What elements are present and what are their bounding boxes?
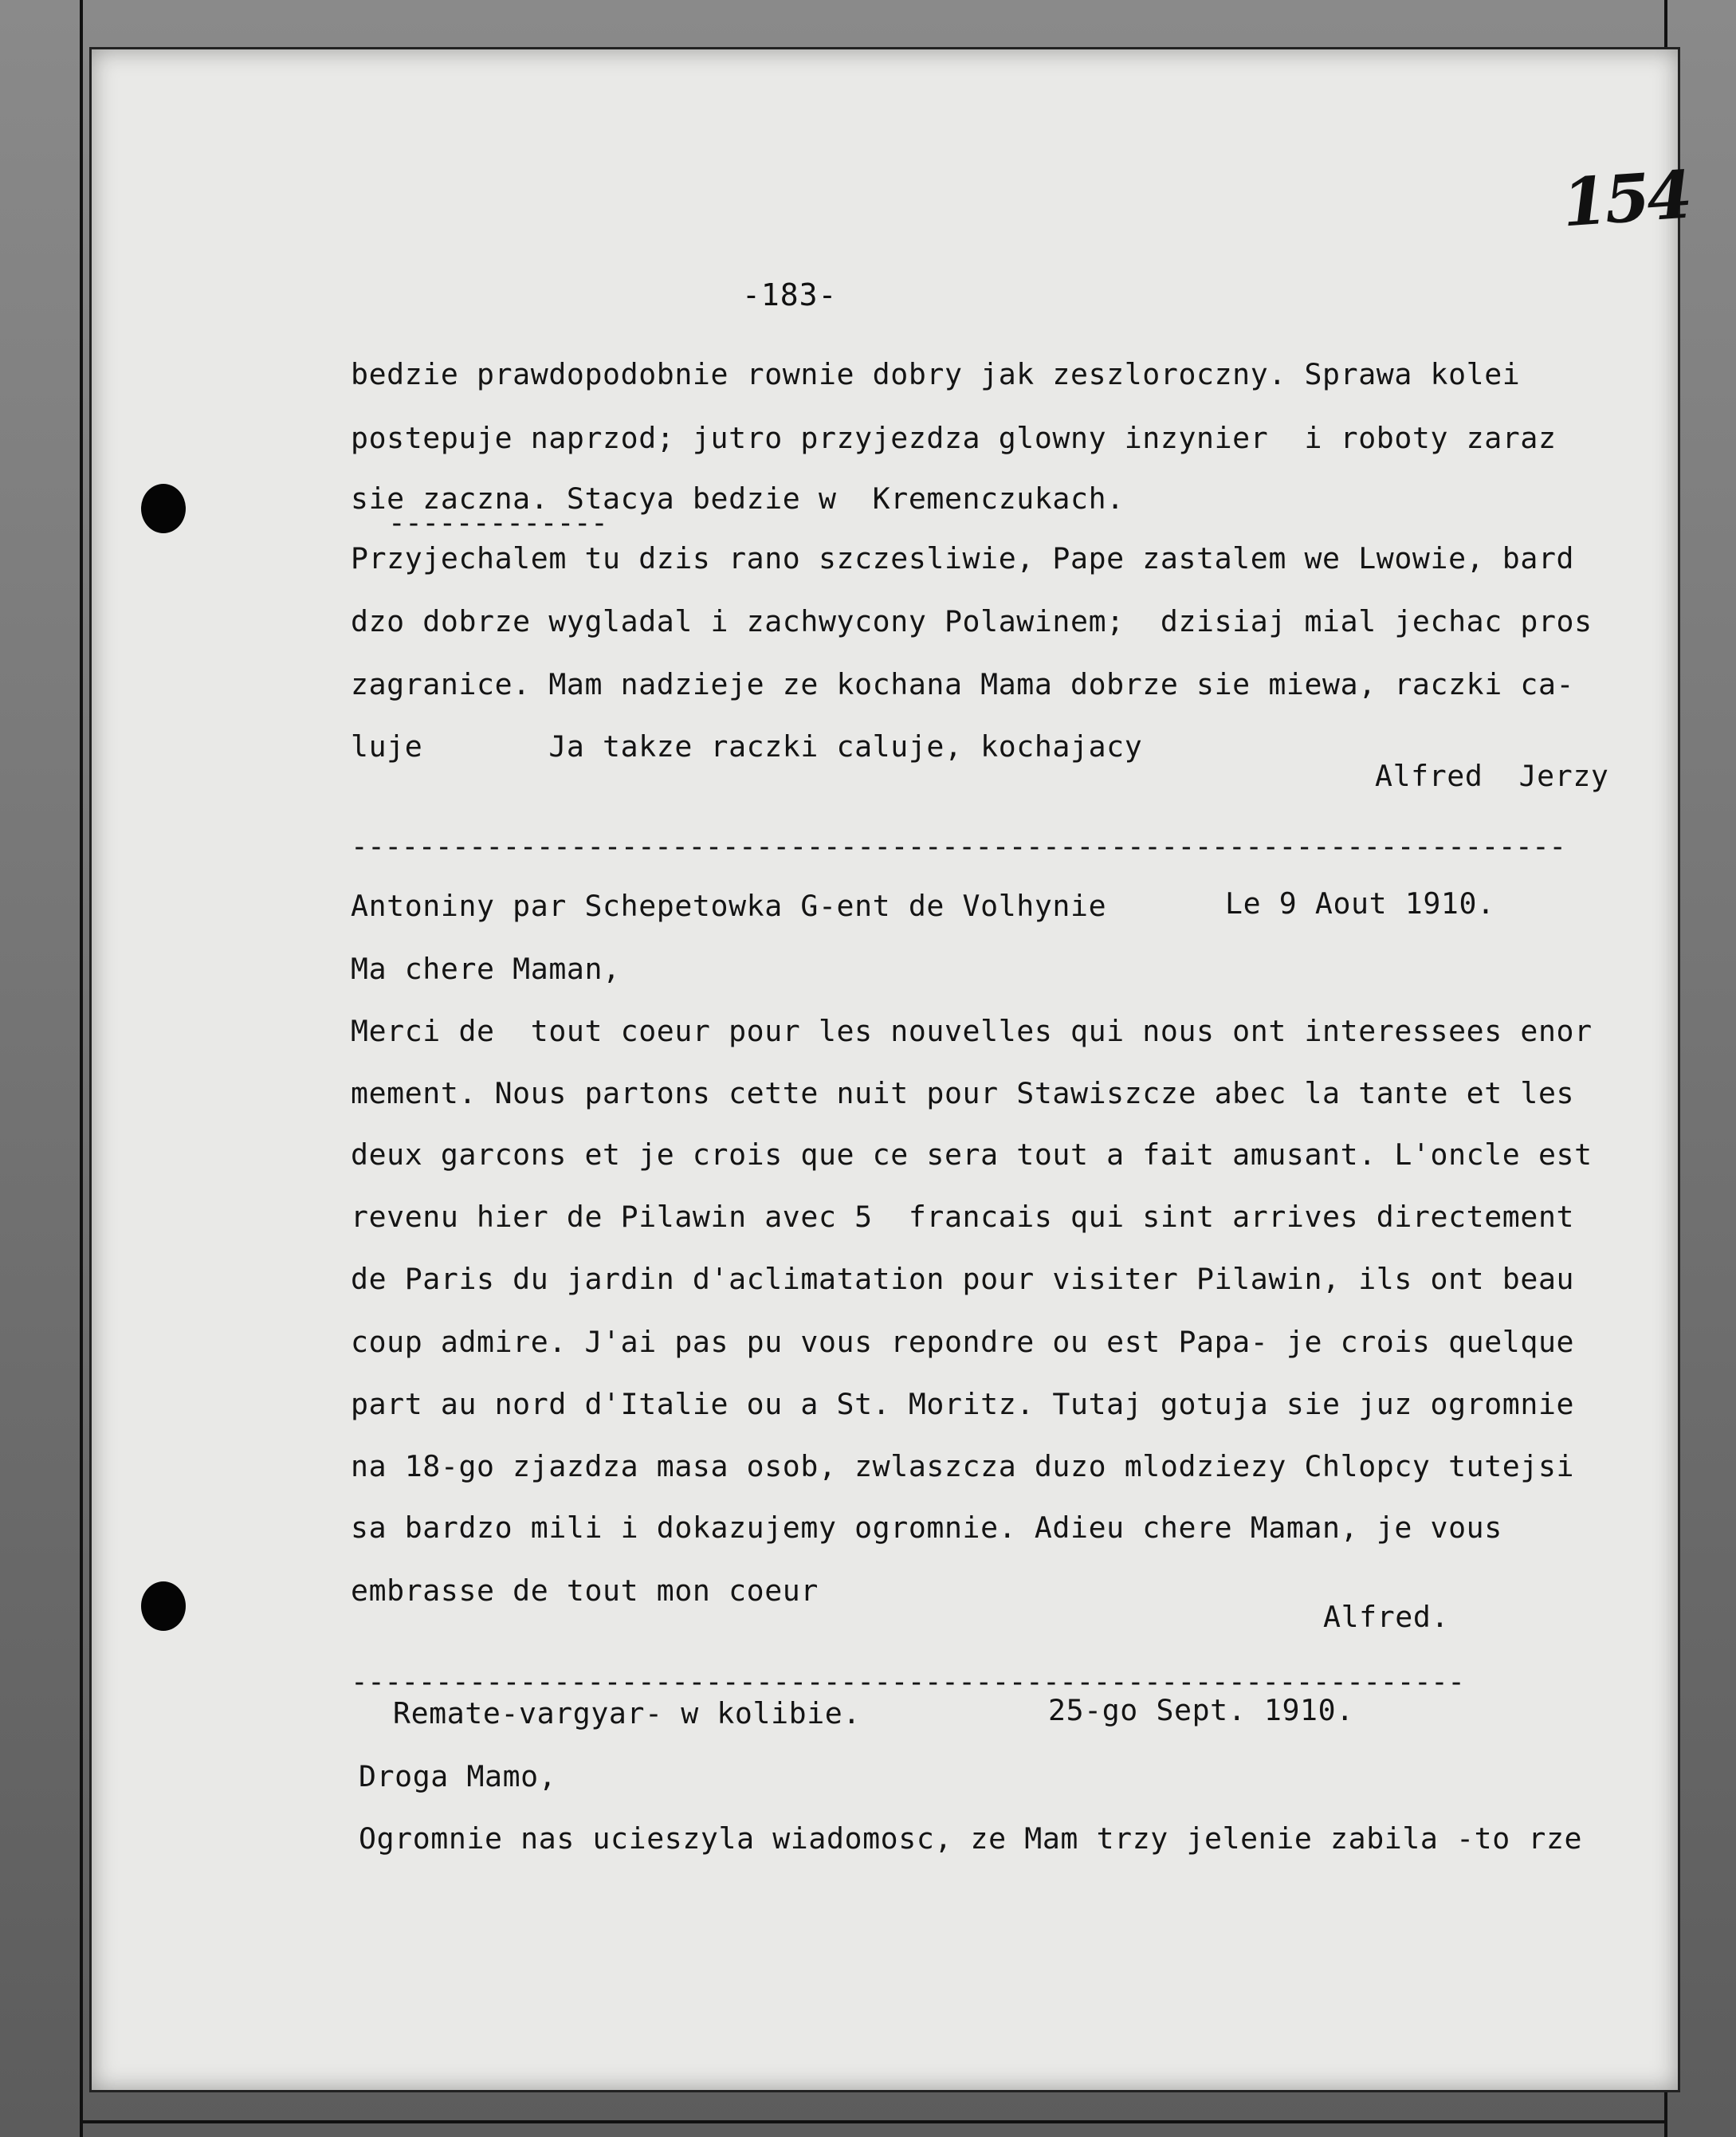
letter2-date: Le 9 Aout 1910. xyxy=(1225,886,1495,921)
punch-hole-top xyxy=(141,484,186,533)
letter3-line-1: Ogromnie nas ucieszyla wiadomosc, ze Mam trzy jelenie zabila -to rze xyxy=(359,1821,1583,1856)
letter2-line-10: embrasse de tout mon coeur xyxy=(351,1573,819,1608)
letter2-line-9: sa bardzo mili i dokazujemy ogromnie. Adieu chere Maman, je vous xyxy=(351,1510,1502,1545)
letter2-line-7: part au nord d'Italie ou a St. Moritz. Tutaj gotuja sie juz ogromnie xyxy=(351,1387,1575,1421)
letter2-line-4: revenu hier de Pilawin avec 5 francais qui sint arrives directement xyxy=(351,1200,1575,1234)
letter2-line-2: mement. Nous partons cette nuit pour Stawiszcze abec la tante et les xyxy=(351,1076,1575,1110)
letter3-date: 25-go Sept. 1910. xyxy=(1048,1693,1354,1727)
letter1-line-1: bedzie prawdopodobnie rownie dobry jak zeszloroczny. Sprawa kolei xyxy=(351,357,1521,391)
scan-border-bottom xyxy=(80,2120,1667,2123)
page-number: -183- xyxy=(742,277,838,312)
letter1-underline: ------------- xyxy=(388,507,608,540)
letter2-line-3: deux garcons et je crois que ce sera tout a fait amusant. L'oncle est xyxy=(351,1137,1593,1172)
punch-hole-bottom xyxy=(141,1581,186,1631)
letter2-place: Antoniny par Schepetowka G-ent de Volhynie xyxy=(351,889,1107,923)
letter3-salutation: Droga Mamo, xyxy=(359,1759,557,1793)
archive-folio-number: 154 xyxy=(1559,156,1692,242)
letter2-line-5: de Paris du jardin d'aclimatation pour visiter Pilawin, ils ont beau xyxy=(351,1262,1575,1296)
document-page xyxy=(92,49,1692,2090)
letter1-line-2: postepuje naprzod; jutro przyjezdza glowny inzynier i roboty zaraz xyxy=(351,421,1557,455)
scan-border-left xyxy=(80,0,83,2137)
letter3-place: Remate-vargyar- w kolibie. xyxy=(393,1696,861,1730)
letter1-line-4: Przyjechalem tu dzis rano szczesliwie, Pape zastalem we Lwowie, bard xyxy=(351,541,1575,575)
letter2-signature: Alfred. xyxy=(1323,1600,1450,1634)
letter2-line-1: Merci de tout coeur pour les nouvelles qui nous ont interessees enor xyxy=(351,1014,1593,1048)
separator-1: ------------------------------------------------------------------------ xyxy=(351,831,1566,863)
letter1-line-3: sie zaczna. Stacya bedzie w Kremenczukach. xyxy=(351,481,1125,516)
letter1-line-5: dzo dobrze wygladal i zachwycony Polawinem; dzisiaj mial jechac pros xyxy=(351,604,1593,638)
letter1-line-7: luje Ja takze raczki caluje, kochajacy xyxy=(351,729,1143,764)
separator-2: ------------------------------------------------------------------ xyxy=(351,1666,1465,1699)
letter2-salutation: Ma chere Maman, xyxy=(351,952,621,986)
letter2-line-6: coup admire. J'ai pas pu vous repondre ou est Papa- je crois quelque xyxy=(351,1325,1575,1359)
letter1-line-6: zagranice. Mam nadzieje ze kochana Mama dobrze sie miewa, raczki ca- xyxy=(351,667,1575,701)
letter1-signature: Alfred Jerzy xyxy=(1375,759,1609,793)
letter2-line-8: na 18-go zjazdza masa osob, zwlaszcza duzo mlodziezy Chlopcy tutejsi xyxy=(351,1449,1575,1483)
